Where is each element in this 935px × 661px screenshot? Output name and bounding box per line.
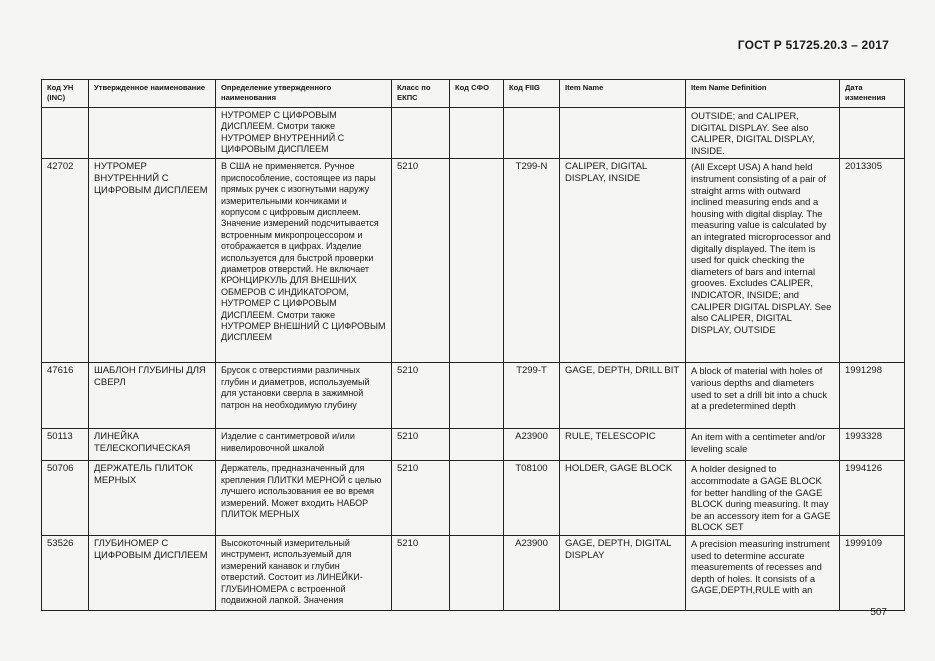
cell-item-definition: A holder designed to accommodate a GAGE BLOCK for better handling of the GAGE BLOCK during measuring. It may be an accessory item for a GAGE BLOCK SET [686,461,840,536]
cell-fiig [504,108,560,159]
cell-name: ЛИНЕЙКА ТЕЛЕСКОПИЧЕСКАЯ [89,429,216,461]
cell-definition: Брусок с отверстиями различных глубин и диаметров, используемый для установки сверла в зажимной патрон на необходимую глубину [216,363,392,429]
cell-name: ШАБЛОН ГЛУБИНЫ ДЛЯ СВЕРЛ [89,363,216,429]
cell-sfo [450,108,504,159]
cell-inc: 42702 [42,159,89,363]
table-row [42,461,905,536]
column-header-item-name: Item Name [560,80,686,108]
cell-sfo [450,429,504,461]
cell-date: 1999109 [840,535,905,610]
table-header-row [42,80,905,108]
cell-sfo [450,461,504,536]
cell-item-definition: A precision measuring instrument used to determine accurate measurements of recesses and depth of holes. It consists of a GAGE,DEPTH,RULE with an [686,535,840,610]
cell-item-definition: An item with a centimeter and/or leveling scale [686,429,840,461]
cell-fiig: T299-T [504,363,560,429]
cell-class [392,108,450,159]
table-row [42,108,905,159]
document-title: ГОСТ Р 51725.20.3 – 2017 [737,38,889,52]
cell-class: 5210 [392,535,450,610]
column-header-date: Дата изменения [840,80,905,108]
cell-item-name: HOLDER, GAGE BLOCK [560,461,686,536]
cell-item-name [560,108,686,159]
column-header-inc: Код УН (INC) [42,80,89,108]
cell-class: 5210 [392,363,450,429]
cell-fiig: A23900 [504,429,560,461]
cell-item-definition: A block of material with holes of various depths and diameters used to set a drill bit into a chuck at a predetermined depth [686,363,840,429]
table-row [42,159,905,363]
cell-inc: 50706 [42,461,89,536]
cell-item-name: CALIPER, DIGITAL DISPLAY, INSIDE [560,159,686,363]
cell-inc: 50113 [42,429,89,461]
cell-name: ДЕРЖАТЕЛЬ ПЛИТОК МЕРНЫХ [89,461,216,536]
cell-item-definition: OUTSIDE; and CALIPER, DIGITAL DISPLAY. See also CALIPER, DIGITAL DISPLAY, INSIDE. [686,108,840,159]
cell-fiig: A23900 [504,535,560,610]
column-header-definition: Определение утвержденного наименования [216,80,392,108]
cell-name: НУТРОМЕР ВНУТРЕННИЙ С ЦИФРОВЫМ ДИСПЛЕЕМ [89,159,216,363]
table-row [42,535,905,610]
catalog-table [41,79,905,611]
column-header-name: Утвержденное наименование [89,80,216,108]
cell-sfo [450,159,504,363]
cell-definition: Изделие с сантиметровой и/или нивелировочной шкалой [216,429,392,461]
page-number: 507 [870,607,887,618]
cell-date: 1993328 [840,429,905,461]
cell-class: 5210 [392,461,450,536]
cell-definition: Держатель, предназначенный для крепления ПЛИТКИ МЕРНОЙ с целью лучшего использования ее во время измерений. Может входить НАБОР ПЛИТОК МЕРНЫХ [216,461,392,536]
cell-date: 2013305 [840,159,905,363]
cell-item-name: RULE, TELESCOPIC [560,429,686,461]
cell-item-name: GAGE, DEPTH, DRILL BIT [560,363,686,429]
column-header-class: Класс по ЕКПС [392,80,450,108]
cell-item-definition: (All Except USA) A hand held instrument consisting of a pair of straight arms with outward inclined measuring ends and a housing with digital display. The measuring value is calculated by an integrated microprocessor and digitally displayed. The item is used for quick checking the diameters of bars and internal grooves. Excludes CALIPER, INDICATOR, INSIDE; and CALIPER DIGITAL DISPLAY. See also CALIPER, DIGITAL DISPLAY, OUTSIDE [686,159,840,363]
cell-fiig: T08100 [504,461,560,536]
table-row [42,429,905,461]
cell-name: ГЛУБИНОМЕР С ЦИФРОВЫМ ДИСПЛЕЕМ [89,535,216,610]
cell-fiig: T299-N [504,159,560,363]
column-header-sfo: Код СФО [450,80,504,108]
cell-definition: Высокоточный измерительный инструмент, используемый для измерений канавок и глубин отверстий. Состоит из ЛИНЕЙКИ-ГЛУБИНОМЕРА с встроенной подвижной лапкой. Значения [216,535,392,610]
cell-inc: 47616 [42,363,89,429]
cell-inc: 53526 [42,535,89,610]
cell-date: 1994126 [840,461,905,536]
table-row [42,363,905,429]
cell-class: 5210 [392,429,450,461]
cell-definition: В США не применяется. Ручное приспособление, состоящее из пары прямых ручек с изогнутыми наружу измерительными кончиками и корпусом с цифровым дисплеем. Значение измерений подсчитывается встроенным микропроцессором и отображается в цифрах. Изделие используется для быстрой проверки диаметров отверстий. Не включает КРОНЦИРКУЛЬ ДЛЯ ВНЕШНИХ ОБМЕРОВ С ИНДИКАТОРОМ, НУТРОМЕР С ЦИФРОВЫМ ДИСПЛЕЕМ. Смотри также НУТРОМЕР ВНЕШНИЙ С ЦИФРОВЫМ ДИСПЛЕЕМ [216,159,392,363]
cell-date: 1991298 [840,363,905,429]
cell-sfo [450,363,504,429]
column-header-fiig: Код FIIG [504,80,560,108]
cell-sfo [450,535,504,610]
cell-item-name: GAGE, DEPTH, DIGITAL DISPLAY [560,535,686,610]
column-header-item-definition: Item Name Definition [686,80,840,108]
cell-inc [42,108,89,159]
cell-definition: НУТРОМЕР С ЦИФРОВЫМ ДИСПЛЕЕМ. Смотри также НУТРОМЕР ВНУТРЕННИЙ С ЦИФРОВЫМ ДИСПЛЕЕМ [216,108,392,159]
cell-class: 5210 [392,159,450,363]
cell-date [840,108,905,159]
cell-name [89,108,216,159]
